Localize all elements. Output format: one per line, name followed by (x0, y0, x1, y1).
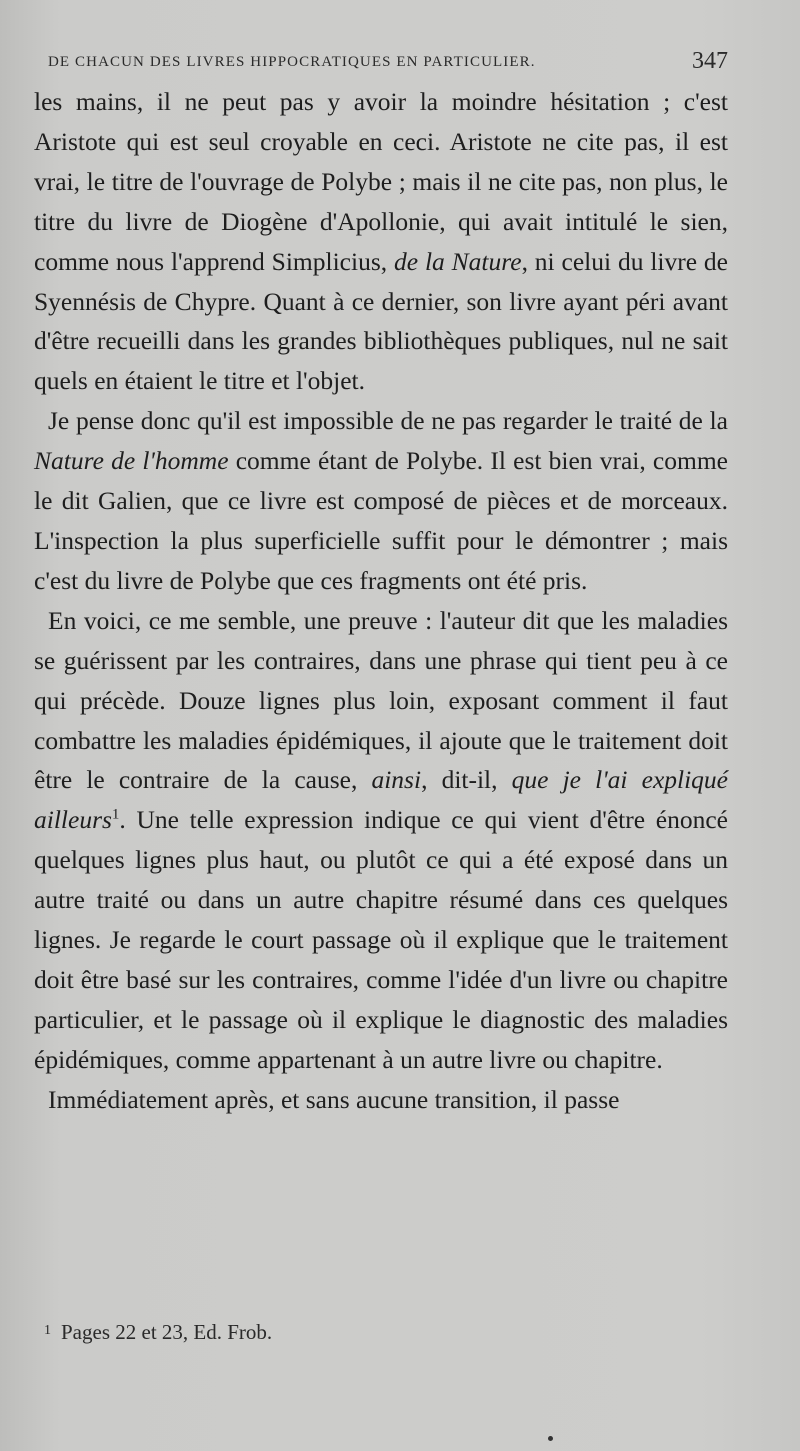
body-text (34, 82, 728, 1120)
italic-title: de la Nature (394, 246, 522, 276)
footnote-text: Pages 22 et 23, Ed. Frob. (61, 1320, 273, 1344)
paragraph-2 (34, 401, 728, 601)
text-run: En voici, ce me semble, une preuve : l'auteur dit que les maladies se guérissent par les contraires, dans une phrase qui tient peu à ce qui précède. Douze lignes plus loin, exposant comment il faut combattre les maladies épidémiques, il ajoute que le traitement doit être le contraire de la cause, (34, 605, 728, 795)
footnote-mark: 1 (44, 1323, 51, 1338)
page-header (48, 48, 728, 78)
paragraph-3 (34, 601, 728, 1080)
running-head: DE CHACUN DES LIVRES HIPPOCRATIQUES EN PARTICULIER. (48, 54, 536, 70)
ink-speck (548, 1436, 553, 1441)
text-run: comme étant de Polybe. Il est bien vrai, comme le dit Galien, que ce livre est composé de pièces et de morceaux. L'inspection la plus superficielle suffit pour le démontrer ; mais c'est du livre de Polybe que ces fragments ont été pris. (34, 446, 728, 595)
italic-text: ainsi (371, 765, 422, 795)
text-run: Immédiatement après, et sans aucune transition, il passe (48, 1084, 620, 1114)
paragraph-4 (34, 1080, 728, 1120)
footnote-reference: 1 (111, 806, 120, 823)
text-run: , ni celui du livre de Syennésis de Chypre. Quant à ce dernier, son livre ayant péri avant d'être recueilli dans les grandes bibliothèques publiques, nul ne sait quels en étaient le titre et l'objet. (34, 246, 728, 396)
page-number: 347 (692, 48, 728, 74)
text-run: Je pense donc qu'il est impossible de ne pas regarder le traité de la (48, 406, 728, 436)
italic-quote: que je l'ai expliqué ailleurs (34, 765, 729, 835)
text-run: les mains, il ne peut pas y avoir la moindre hésitation ; c'est Aristote qui est seul croyable en ceci. Aristote ne cite pas, il est vrai, le titre de l'ouvrage de Polybe ; mais il ne cite pas, non plus, le titre du livre de Diogène d'Apollonie, qui avait intitulé le sien, comme nous l'apprend Simplicius, (34, 87, 728, 276)
text-run: , dit-il, (421, 765, 512, 795)
paragraph-1 (34, 82, 728, 401)
italic-title: Nature de l'homme (34, 446, 229, 476)
footnote (44, 1320, 272, 1345)
text-run: . Une telle expression indique ce qui vient d'être énoncé quelques lignes plus haut, ou plutôt ce qui a été exposé dans un autre traité ou dans un autre chapitre résumé dans ces quelques lignes. Je regarde le court passage où il explique que le traitement doit être basé sur les contraires, comme l'idée d'un livre ou chapitre particulier, et le passage où il explique le diagnostic des maladies épidémiques, comme appartenant à un autre livre ou chapitre. (34, 805, 728, 1074)
